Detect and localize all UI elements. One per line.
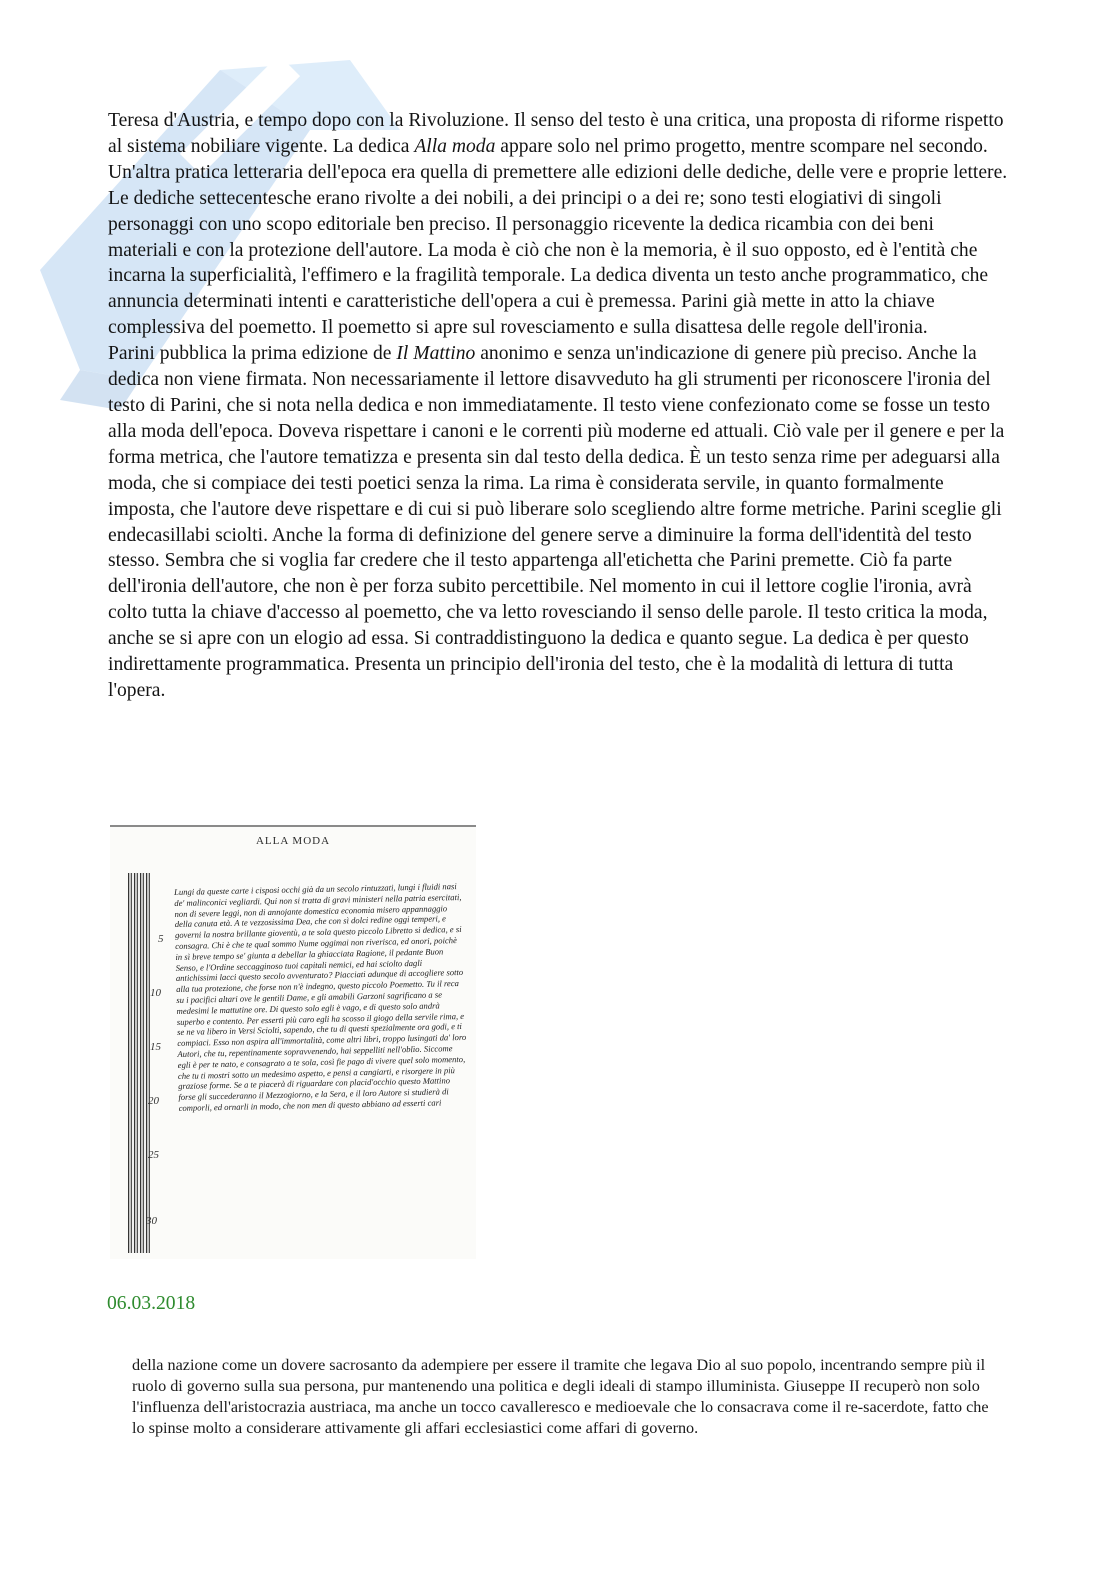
italic-title-alla-moda: Alla moda: [414, 135, 496, 157]
scan-line-number: 5: [158, 933, 164, 945]
scan-line-number: 15: [150, 1041, 161, 1053]
main-text: [108, 108, 1008, 704]
paragraph-1: Teresa d'Austria, e tempo dopo con la Rivoluzione. Il senso del testo è una critica, una proposta di riforme rispetto al sistema nobiliare vigente. La dedica Alla moda appare solo nel primo progetto, mentre scompare nel secondo. Un'altra pratica letteraria dell'epoca era quella di premettere alle edizioni delle dediche, delle vere e proprie lettere. Le dediche settecentesche erano rivolte a dei nobili, a dei principi o a dei re; sono testi elogiativi di singoli personaggi con uno scopo editoriale ben preciso. Il personaggio ricevente la dedica ricambia con dei beni materiali e con la protezione dell'autore. La moda è ciò che non è la memoria, è il suo opposto, ed è l'entità che incarna la superficialità, l'effimero e la fragilità temporale. La dedica diventa un testo anche programmatico, che annuncia determinati intenti e caratteristiche dell'opera a cui è premessa. Parini già mette in atto la chiave complessiva del poemetto. Il poemetto si apre sul rovesciamento e sulla disattesa delle regole dell'ironia.: [108, 110, 1008, 339]
scan-binding-edge: [128, 873, 150, 1253]
scan-line-number: 30: [146, 1215, 157, 1227]
italic-title-il-mattino: Il Mattino: [396, 343, 476, 365]
scanned-page-image: [110, 825, 476, 1259]
scan-line-number: 10: [150, 987, 161, 999]
scan-line-number: 25: [148, 1149, 159, 1161]
scan-top-border: [110, 825, 476, 827]
scan-title: ALLA MODA: [255, 835, 331, 847]
paragraph-2: Parini pubblica la prima edizione de Il Mattino anonimo e senza un'indicazione di genere più preciso. Anche la dedica non viene firmata. Non necessariamente il lettore disavveduto ha gli strumenti per riconoscere l'ironia del testo di Parini, che si nota nella dedica e non immediatamente. Il testo viene confezionato come se fosse un testo alla moda dell'epoca. Doveva rispettare i canoni e le correnti più moderne ed attuali. Ciò vale per il genere e per la forma metrica, che l'autore tematizza e presenta sin dal testo della dedica. È un testo senza rime per adeguarsi alla moda, che si compiace dei testi poetici senza la rima. La rima è considerata servile, in quanto formalmente imposta, che l'autore deve rispettare e di cui si può liberare solo scegliendo altre forme metriche. Parini sceglie gli endecasillabi sciolti. Anche la forma di definizione del genere serve a diminuire la forma dell'identità del testo stesso. Sembra che si voglia far credere che il testo appartenga all'etichetta che Parini premette. Ciò fa parte dell'ironia dell'autore, che non è per forza subito percettibile. Nel momento in cui il lettore coglie l'ironia, avrà colto tutta la chiave d'accesso al poemetto, che va letto rovesciando il senso delle parole. Il testo critica la moda, anche se si apre con un elogio ad essa. Si contraddistinguono la dedica e quanto segue. La dedica è per questo indirettamente programmatica. Presenta un principio dell'ironia del testo, che è la modalità di lettura di tutta l'opera.: [108, 343, 1005, 701]
date-label: 06.03.2018: [107, 1293, 196, 1314]
bottom-paragraph: della nazione come un dovere sacrosanto da adempiere per essere il tramite che legava Dio al suo popolo, incentrando sempre più il ruolo di governo sulla sua persona, pur mantenendo una politica e degli ideali di stampo illuminista. Giuseppe II recuperò non solo l'influenza dell'aristocrazia austriaca, ma anche un tocco cavalleresco e medioevale che lo consacrava come il re-sacerdote, fatto che lo spinse molto a considerare attivamente gli affari ecclesiastici come affari di governo.: [132, 1356, 989, 1437]
scan-body-text: Lungi da queste carte i cisposi occhi già da un secolo rintuzzati, lungi i fluidi nasi de' malinconici vegliardi. Qui non si tratta di gravi ministeri nella patria esercitati, non di severe leggi, non di annojante domestica economia misero appannaggio della canuta età. A te vezzosissima Dea, che con sì dolci redine oggi temperi, e governi la nostra brillante gioventù, a te sola questo piccolo Libretto si dedica, e si consagra. Chi è che te qual sommo Nume oggimai non riverisca, ed onori, poichè in sì breve tempo se' giunta a debellar la ghiacciata Ragione, il pedante Buon Senso, e l'Ordine seccagginoso tuoi capitali nemici, ed hai sciolto dagli antichissimi lacci questo secolo avventurato? Piacciati adunque di accogliere sotto alla tua protezione, che forse non n'è indegno, questo piccolo Poemetto. Tu il reca su i pacifici altari ove le gentili Dame, e gli amabili Garzoni sagrificano a se medesimi le mattutine ore. Di questo solo egli è vago, e di questo solo andrà superbo e contento. Per esserti più caro egli ha scosso il giogo della servile rima, e se ne va libero in Versi Sciolti, sapendo, che tu di questi spezialmente ora godi, e ti compiaci. Esso non aspira all'immortalità, come altri libri, troppo lusingati da' loro Autori, che tu, repentinamente sopravvenendo, hai seppelliti nell'oblìo. Siccome egli è per te nato, e consagrato a te sola, così fie pago di vivere quel solo momento, che tu ti mostri sotto un medesimo aspetto, e pensi a cangiarti, e risorgere in più graziose forme. Se a te piacerà di riguardare con placid'occhio questo Mattino forse gli succederanno il Mezzogiorno, e la Sera, e il loro Autore si studierà di comporli, ed ornarli in modo, che non men di questo abbiano ad esserti cari: [174, 881, 467, 1113]
scan-line-number: 20: [148, 1095, 159, 1107]
